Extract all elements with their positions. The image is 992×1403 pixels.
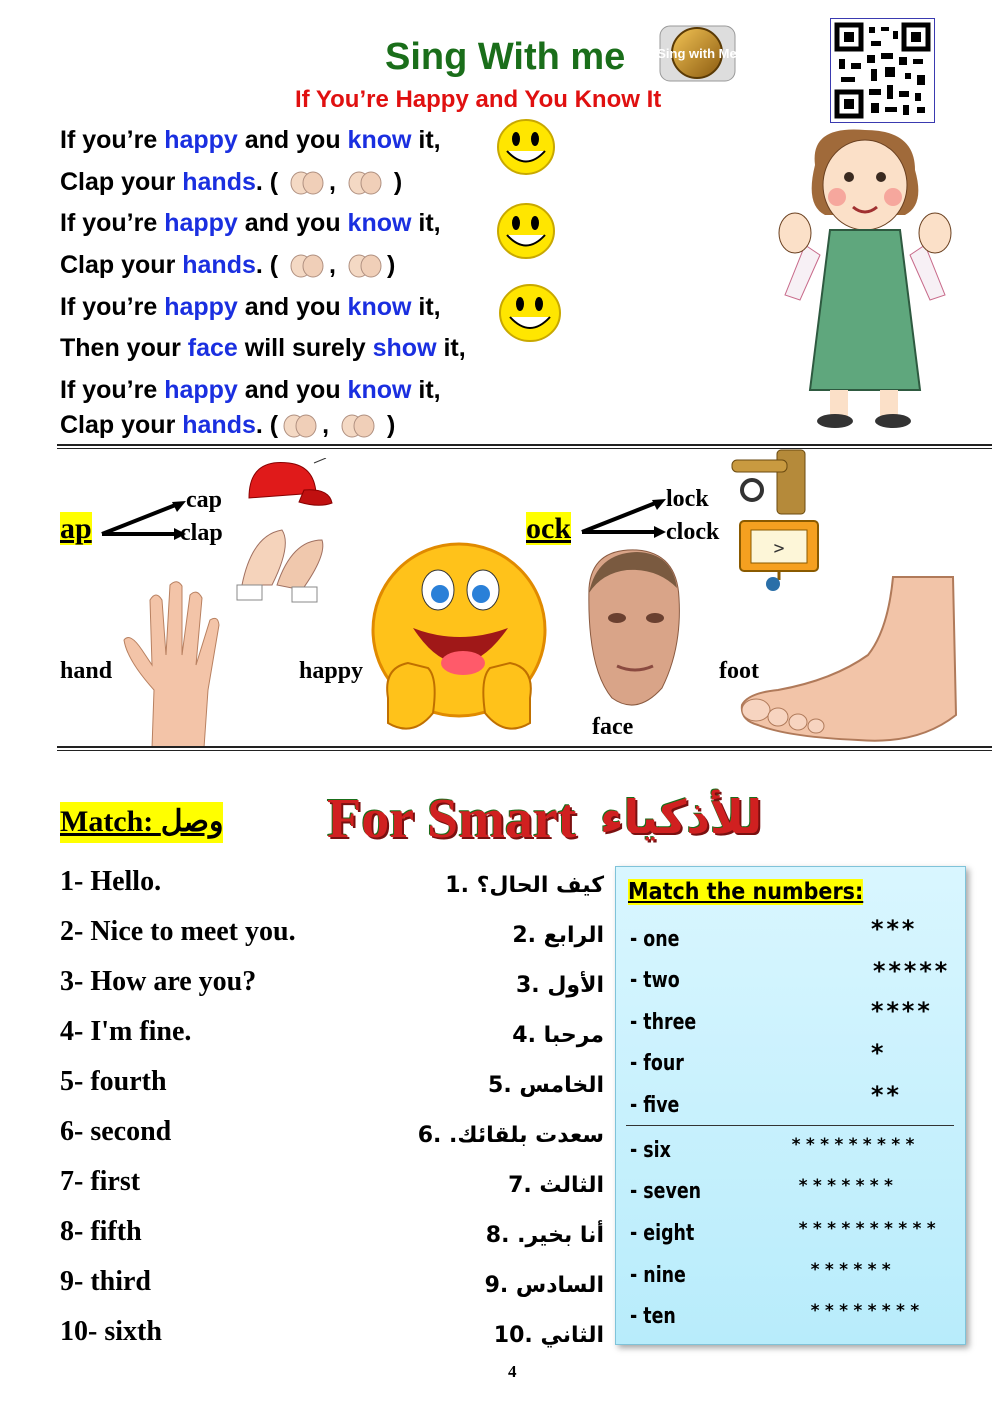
number-word: - eight [630,1221,695,1246]
song-line-1: If you’re happy and you know it, [60,126,441,154]
ock-arrows [578,498,670,548]
clap-icon [285,169,329,197]
number-word: - ten [630,1304,676,1329]
face-image [577,548,687,723]
song-title: Sing With me [385,36,626,78]
word-lock: lock [666,486,709,512]
divider [57,444,992,449]
match-label: Match: وصل [60,802,223,843]
star-group: ******* [798,1176,898,1196]
word-happy: happy [299,658,364,684]
for-smart-heading: For Smart [327,788,577,850]
match-item: 1- Hello. [60,866,162,897]
clap-icon [285,252,329,280]
ap-root: ap [60,512,92,545]
star-group: ********* [791,1135,920,1155]
ap-arrows [98,500,190,550]
divider [57,746,992,751]
number-word: - three [630,1010,697,1035]
number-word: - six [630,1138,671,1163]
clapping-hands-image [232,515,332,610]
match-item: 8- fifth [60,1216,142,1247]
sing-logo [655,18,740,86]
numbers-divider [626,1125,954,1126]
lock-image [722,448,812,523]
smiley-icon [495,118,557,181]
clap-icon [278,412,322,440]
star-group: ** [870,1081,901,1109]
smiley-icon [497,283,563,348]
hand-image [122,580,232,753]
match-item: 5- fourth [60,1066,167,1097]
song-line-2: Clap your hands. ( , ) [60,168,403,196]
song-line-4: Clap your hands. ( , ) [60,251,396,279]
arabic-item: الثاني .10 [493,1323,604,1348]
arabic-item: أنا بخير. .8 [485,1223,604,1248]
girl-illustration [775,125,955,435]
cap-image [244,458,334,518]
logo-text: Sing with Me [657,46,737,61]
smiley-icon [495,202,557,265]
song-line-6: Then your face will surely show it, [60,334,466,362]
arabic-item: الأول .3 [515,973,604,998]
song-line-8: Clap your hands. ( , ) [60,411,396,439]
thumbs-up-emoji-image [368,538,550,753]
number-word: - two [630,968,680,993]
song-subtitle: If You’re Happy and You Know It [295,86,662,113]
numbers-title: Match the numbers: [628,879,864,905]
number-word: - five [630,1093,680,1118]
page-number: 4 [508,1362,517,1381]
smart-heading-arabic: للأذكياء [600,790,763,844]
number-word: - one [630,927,680,952]
match-item: 7- first [60,1166,141,1197]
clap-icon [343,169,387,197]
star-group: *** [870,915,917,943]
arabic-item: كيف الحال؟ .1 [445,873,604,898]
match-numbers-box [615,866,966,1345]
svg-text:>: > [773,538,785,559]
clap-icon [343,252,387,280]
star-group: ****** [810,1260,896,1280]
star-group: **** [870,997,932,1025]
star-group: ******** [810,1301,924,1321]
match-item: 2- Nice to meet you. [60,916,296,947]
qr-code [830,18,935,123]
word-face: face [592,714,634,740]
ock-root: ock [526,512,571,545]
match-item: 10- sixth [60,1316,162,1347]
word-clock: clock [666,519,720,545]
arabic-item: الثالث .7 [508,1173,604,1198]
song-line-7: If you’re happy and you know it, [60,376,441,404]
word-clap: clap [180,520,223,546]
clap-icon [336,412,380,440]
word-cap: cap [186,487,222,513]
match-item: 6- second [60,1116,172,1147]
arabic-item: السادس .9 [484,1273,604,1298]
number-word: - seven [630,1179,702,1204]
arabic-item: سعدت بلقائك. .6 [417,1123,604,1148]
word-hand: hand [60,658,113,684]
song-line-3: If you’re happy and you know it, [60,209,441,237]
star-group: ********** [798,1219,941,1239]
foot-image [738,575,958,752]
match-item: 4- I'm fine. [60,1016,192,1047]
number-word: - nine [630,1263,686,1288]
song-line-5: If you’re happy and you know it, [60,293,441,321]
star-group: * [870,1039,886,1067]
arabic-item: الخامس .5 [488,1073,604,1098]
match-item: 9- third [60,1266,151,1297]
number-word: - four [630,1051,684,1076]
star-group: ***** [872,957,950,985]
arabic-item: الرابع .2 [512,923,604,948]
match-item: 3- How are you? [60,966,257,997]
word-foot: foot [719,658,759,684]
arabic-item: مرحبا .4 [512,1023,604,1048]
